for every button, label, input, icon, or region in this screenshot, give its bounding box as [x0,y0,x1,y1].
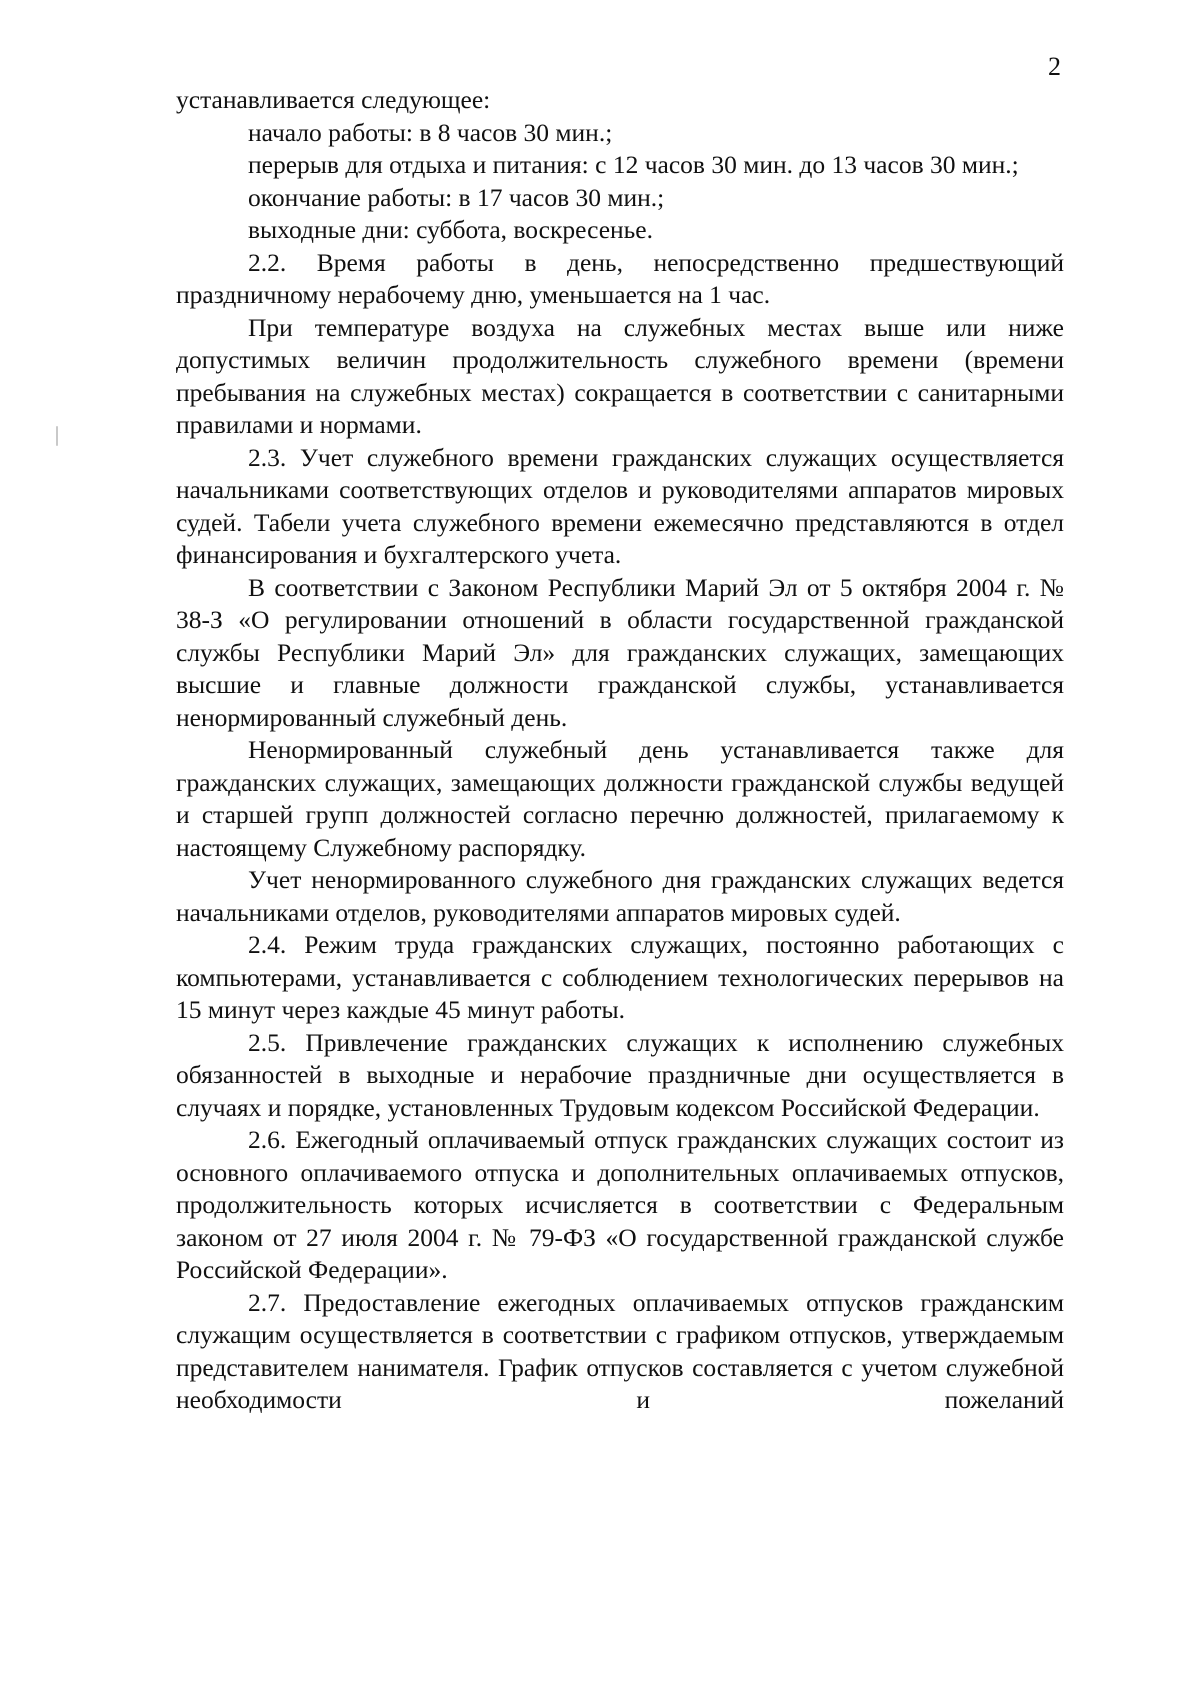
paragraph: перерыв для отдыха и питания: с 12 часов 30 мин. до 13 часов 30 мин.; [248,150,1019,179]
paragraph: 2.4. Режим труда гражданских служащих, постоянно работающих с компьютерами, устанавливается с соблюдением технологических перерывов на 15 минут через каждые 45 минут работы. [176,930,1064,1024]
paragraph: устанавливается следующее: [176,85,491,114]
paragraph: 2.7. Предоставление ежегодных оплачиваемых отпусков гражданским служащим осуществляется в соответствии с графиком отпусков, утверждаемым представителем нанимателя. График отпусков составляется с учетом служебной необходимости и пожеланий [176,1287,1064,1414]
paragraph: 2.2. Время работы в день, непосредственно предшествующий праздничному нерабочему дню, уменьшается на 1 час. [176,247,1064,309]
paragraph: При температуре воздуха на служебных местах выше или ниже допустимых величин продолжительность служебного времени (времени пребывания на служебных местах) сокращается в соответствии с санитарными правилами и нормами. [176,312,1064,439]
paragraph: 2.3. Учет служебного времени гражданских служащих осуществляется начальниками соответствующих отделов и руководителями аппаратов мировых судей. Табели учета служебного времени ежемесячно представляются в отдел финансирования и бухгалтерского учета. [176,442,1064,569]
paragraph: начало работы: в 8 часов 30 мин.; [248,117,613,147]
scan-artifact [56,426,58,446]
paragraph: В соответствии с Законом Республики Марий Эл от 5 октября 2004 г. № 38-З «О регулировании отношений в области государственной гражданской службы Республики Марий Эл» для гражданских служащих, замещающих высшие и главные должности гражданской службы, устанавливается ненормированный служебный день. [176,572,1064,732]
page-number: 2 [1048,52,1061,81]
document-body [176,84,1064,1417]
paragraph: 2.5. Привлечение гражданских служащих к исполнению служебных обязанностей в выходные и нерабочие праздничные дни осуществляется в случаях и порядке, установленных Трудовым кодексом Российской Федерации. [176,1027,1064,1122]
paragraph: выходные дни: суббота, воскресенье. [248,215,653,244]
paragraph: 2.6. Ежегодный оплачиваемый отпуск гражданских служащих состоит из основного оплачиваемого отпуска и дополнительных оплачиваемых отпусков, продолжительность которых исчисляется в соответствии с Федеральным законом от 27 июля 2004 г. № 79-ФЗ «О государственной гражданской службе Российской Федерации». [176,1125,1064,1284]
paragraph: Учет ненормированного служебного дня гражданских служащих ведется начальниками отделов, руководителями аппаратов мировых судей. [176,865,1064,927]
paragraph: окончание работы: в 17 часов 30 мин.; [248,182,665,212]
paragraph: Ненормированный служебный день устанавливается также для гражданских служащих, замещающих должности гражданской службы ведущей и старшей групп должностей согласно перечню должностей, прилагаемому к настоящему Служебному распорядку. [176,735,1064,862]
